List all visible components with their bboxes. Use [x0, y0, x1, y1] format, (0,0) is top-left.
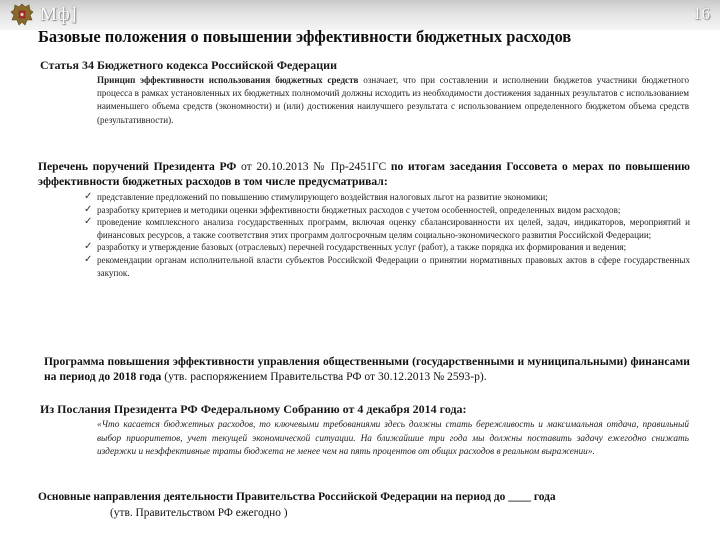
list-item-text: рекомендации органам исполнительной власти субъектов Российской Федерации о принятии нормативных правовых актов в сфере государственных закупок.	[97, 254, 690, 278]
program-bold: Программа повышения эффективности управления общественными (государственными и муниципальными) финансами на период до 2018 года	[44, 355, 690, 383]
list-item	[84, 204, 690, 217]
directions-title: Основные направления деятельности Правительства Российской Федерации на период до ____ года	[38, 491, 556, 503]
checkmark-icon: ✓	[84, 253, 93, 265]
list-item	[84, 191, 690, 204]
article-heading: Статья 34 Бюджетного кодекса Российской Федерации	[40, 58, 337, 72]
checkmark-icon: ✓	[84, 203, 93, 215]
page-number: 16	[693, 4, 710, 23]
instructions-normal: от 20.10.2013 № Пр-2451ГС	[236, 160, 391, 173]
directions-subtitle: (утв. Правительством РФ ежегодно )	[110, 507, 288, 519]
address-heading: Из Послания Президента РФ Федеральному Собранию от 4 декабря 2014 года:	[40, 402, 467, 416]
program-normal: (утв. распоряжением Правительства РФ от 30.12.2013 № 2593-р).	[161, 370, 487, 383]
article-text: означает, что при составлении и исполнении бюджетов участники бюджетного процесса в рамках установленных их бюджетных полномочий должны исходить из необходимости достижения заданных результатов с использованием наименьшего объема средств (экономности) и (или) достижения наилучшего результата с использованием определенного бюджетом объема средств (результативности).	[97, 75, 689, 125]
list-item	[84, 216, 690, 241]
instructions-heading	[38, 159, 690, 189]
article-paragraph	[97, 74, 689, 127]
instructions-bold-a: Перечень поручений Президента РФ	[38, 160, 237, 173]
address-quote: «Что касается бюджетных расходов, то ключевыми требованиями здесь должны стать бережливость и максимальная отдача, правильный выбор приоритетов, учет текущей экономической ситуации. На ближайшие три года мы должны поставить задачу ежегодно снижать издержки и неэффективные траты бюджета не менее чем на пять процентов от общих расходов в реальном выражении».	[97, 420, 689, 458]
list-item-text: представление предложений по повышению стимулирующего воздействия налоговых льгот на развитие экономики;	[97, 192, 548, 202]
article-bold-lead: Принцип эффективности использования бюджетных средств	[97, 75, 359, 85]
ministry-logo[interactable]: Мф]	[40, 4, 78, 25]
program-paragraph	[44, 354, 690, 384]
instructions-list	[84, 191, 690, 279]
checkmark-icon: ✓	[84, 191, 93, 202]
list-item-text: проведение комплексного анализа государственных программ, включая оценку сбалансированности их целей, задач, индикаторов, мероприятий и финансовых ресурсов, а также соответствия этих программ долгосрочным целям социально-экономического развития Российской Федерации;	[97, 217, 690, 240]
list-item	[84, 241, 690, 254]
coat-of-arms-icon	[8, 1, 36, 29]
checkmark-icon: ✓	[84, 216, 93, 228]
list-item-text: разработку критериев и методики оценки эффективности бюджетных расходов с учетом особенностей, определенных видом расходов;	[97, 204, 621, 215]
list-item	[84, 254, 690, 279]
checkmark-icon: ✓	[84, 241, 93, 253]
list-item-text: разработку и утверждение базовых (отраслевых) перечней государственных услуг (работ), а также порядка их формирования и ведения;	[97, 242, 627, 253]
instructions-bold-b: по итогам заседания Госсовета о мерах по повышению эффективности бюджетных расходов в том числе предусматривал:	[38, 160, 690, 188]
page-title: Базовые положения о повышении эффективности бюджетных расходов	[38, 27, 572, 46]
header-bar	[0, 0, 720, 30]
